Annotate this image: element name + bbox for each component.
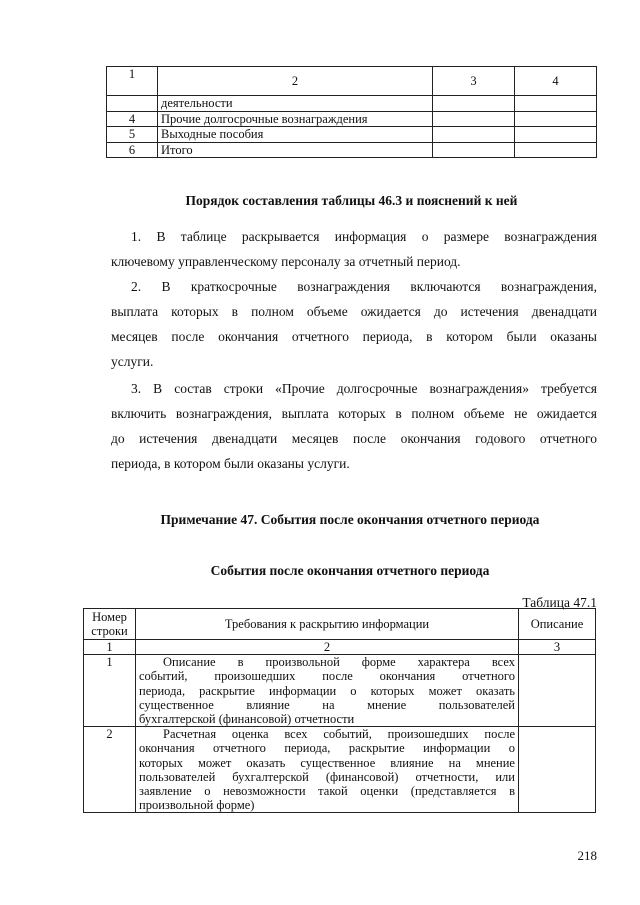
paragraph-2 [111,274,597,374]
table-row [84,655,596,727]
header-desc: Описание [519,609,596,640]
paragraph-3 [111,376,597,476]
row-number: 6 [107,142,158,158]
row-number [107,96,158,112]
header-req: Требования к раскрытию информации [136,609,519,640]
req-line: произвольной форме) [139,798,255,813]
row-cell [515,111,597,127]
row-cell [433,96,515,112]
row-number: 4 [107,111,158,127]
table2-caption: Таблица 47.1 [522,595,597,610]
req-line: существенное влияние на мнение пользователей [139,697,515,712]
header-num-line1: Номер [92,609,127,624]
row-cell [433,127,515,143]
req-line: периода, раскрытие информации о которых может оказать [139,683,515,698]
paragraph-line: включить вознаграждения, выплата которых в полном объеме не ожидается [111,406,597,421]
row-number: 5 [107,127,158,143]
paragraph-line: 1. В таблице раскрывается информация о размере вознаграждения [131,229,597,244]
table-row [84,727,596,813]
req-line: Описание в произвольной форме характера всех [163,655,515,670]
req-line: пользователей бухгалтерской (финансовой) отчетности, или [139,769,515,784]
paragraph-line: услуги. [111,354,154,369]
paragraph-line: ключевому управленческому персоналу за отчетный период. [111,254,461,269]
paragraph-line: месяцев после окончания отчетного периода, в котором были оказаны [111,329,597,344]
row-text: Прочие долгосрочные вознаграждения [158,111,433,127]
header-num [84,609,136,640]
paragraph-line: выплата которых в полном объеме ожидается до истечения двенадцати [111,304,597,319]
row-description [519,655,596,727]
row-text: Выходные пособия [158,127,433,143]
row-number: 1 [84,655,136,727]
page-number: 218 [577,848,597,863]
paragraph-1 [111,224,597,274]
table-row [107,127,597,143]
row-requirement [136,727,519,813]
table2-title: События после окончания отчетного периода [210,563,490,578]
table-top-header-1: 1 [107,67,158,96]
note-heading: Примечание 47. События после окончания отчетного периода [160,512,540,527]
table2-subheader-row [84,640,596,655]
table-row [107,96,597,112]
subheader-1: 1 [84,640,136,655]
row-description [519,727,596,813]
paragraph-line: периода, в котором были оказаны услуги. [111,456,350,471]
paragraph-line: 3. В состав строки «Прочие долгосрочные вознаграждения» требуется [131,381,597,396]
row-cell [515,142,597,158]
table-top-header-4: 4 [515,67,597,96]
req-line: бухгалтерской (финансовой) отчетности [139,712,355,727]
subheader-3: 3 [519,640,596,655]
req-line: окончания отчетного периода, раскрытие информации о [139,741,515,756]
table2-header-row [84,609,596,640]
table-top-header-2: 2 [158,67,433,96]
req-line: заявление о невозможности такой оценки (представляется в [139,784,515,799]
row-requirement [136,655,519,727]
paragraph-line: до истечения двенадцати месяцев после окончания годового отчетного [111,431,597,446]
row-number: 2 [84,727,136,813]
table2 [83,608,596,813]
row-cell [433,142,515,158]
req-line: Расчетная оценка всех событий, произошедших после [163,727,515,742]
row-text: Итого [158,142,433,158]
subheader-2: 2 [136,640,519,655]
table-row [107,111,597,127]
row-cell [515,127,597,143]
section-heading: Порядок составления таблицы 46.3 и пояснений к ней [185,193,518,208]
table-row [107,142,597,158]
req-line: которых может оказать существенное влияние на мнение [139,755,515,770]
paragraph-line: 2. В краткосрочные вознаграждения включаются вознаграждения, [131,279,597,294]
table-top-header-3: 3 [433,67,515,96]
row-text: деятельности [158,96,433,112]
row-cell [433,111,515,127]
req-line: событий, произошедших после окончания отчетного [139,669,515,684]
header-num-line2: строки [91,624,128,638]
table-top [106,66,597,158]
row-cell [515,96,597,112]
table-top-header-row [107,67,597,96]
